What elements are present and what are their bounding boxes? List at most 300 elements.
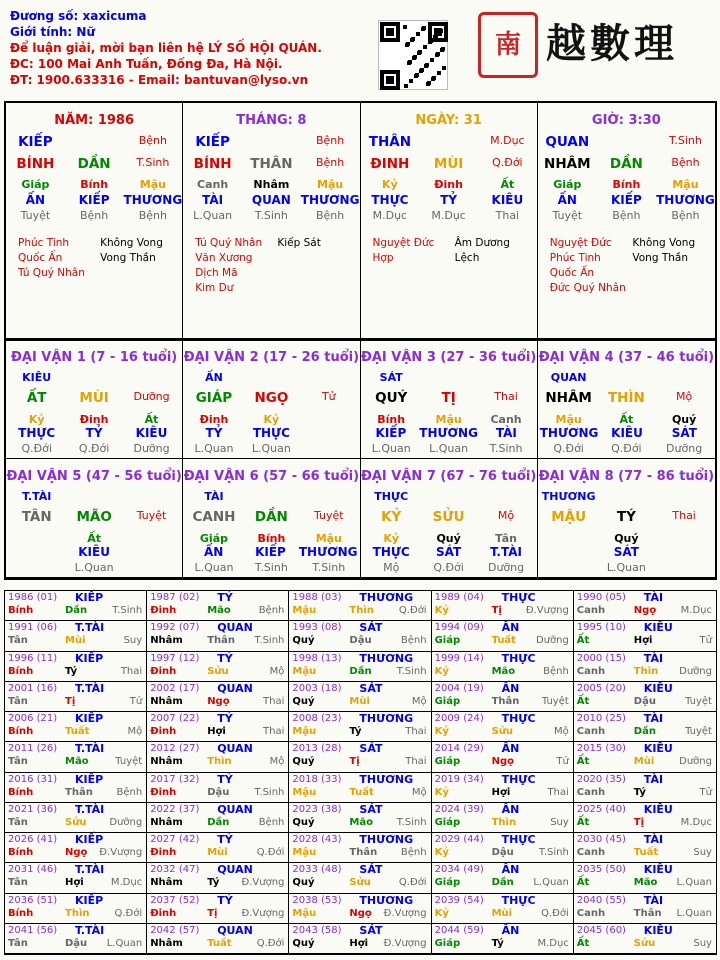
dai-van-star: TÀI	[204, 490, 224, 503]
year-sinh: Tuyệt	[685, 695, 712, 707]
dai-van-thap-item: KIÊU	[78, 545, 110, 559]
year-thap-than: TÀI	[643, 712, 664, 725]
dai-van-mid-item: NHÂM	[545, 390, 592, 406]
year-sinh: Suy	[123, 635, 143, 647]
year-chi: Mùi	[633, 756, 655, 768]
year-can: Mậu	[292, 605, 317, 616]
year-sinh: M.Dục	[110, 877, 143, 889]
star-left-item: Dịch Mã	[195, 267, 238, 279]
pillar-mid-item: Q.Đới	[492, 156, 523, 169]
year-sinh: T.Sinh	[254, 635, 285, 647]
pillar-cell	[538, 103, 715, 339]
year-label: 1996 (11)	[8, 652, 58, 664]
dai-van-sinh-item	[8, 561, 65, 574]
year-chi: Ngọ	[207, 695, 230, 707]
qr-module	[411, 37, 415, 41]
pillar-top-item: THÂN	[368, 134, 411, 150]
pillar-mid-item: NHÂM	[544, 156, 591, 172]
qr-module	[430, 58, 434, 62]
spacer	[65, 490, 122, 503]
year-cell	[574, 742, 716, 772]
year-thap-than: ẤN	[501, 621, 520, 635]
year-sinh: Đ.Vượng	[241, 877, 285, 889]
year-cell	[289, 894, 431, 924]
spacer	[300, 371, 357, 384]
pillar-row-sinh	[538, 209, 715, 222]
year-cell	[147, 652, 289, 682]
star-right-item: Vong Thần	[100, 252, 156, 264]
year-sinh: Mộ	[269, 756, 285, 768]
dai-van-sinh-item: L.Quan	[251, 442, 291, 455]
year-label: 2044 (59)	[434, 924, 484, 936]
dai-van-cell	[361, 459, 538, 578]
pillar-thap-item: KIÊU	[491, 193, 524, 207]
qr-module	[427, 81, 431, 85]
pillar-sinh-item: Tuyệt	[552, 209, 583, 222]
year-can: Ất	[576, 937, 590, 949]
year-thap-than: SÁT	[359, 742, 383, 756]
pillar-thap-item: QUAN	[251, 193, 291, 207]
year-thap-than: TỶ	[217, 591, 233, 604]
dai-van-cell	[538, 340, 715, 459]
year-label: 2003 (18)	[292, 682, 342, 694]
year-thap-than: QUAN	[217, 621, 253, 635]
year-can: Tân	[8, 937, 28, 949]
spacer	[65, 371, 122, 384]
pillar-cell	[6, 103, 183, 339]
spacer	[477, 490, 534, 503]
year-sinh: Q.Đới	[256, 937, 285, 949]
pillar-mid-item: DẦN	[77, 156, 111, 172]
year-label: 2021 (36)	[8, 803, 58, 815]
dai-van-thap-item: KIẾP	[375, 426, 407, 440]
year-chi: Thân	[65, 786, 93, 798]
year-can: Kỷ	[434, 665, 449, 677]
year-can: Canh	[576, 665, 606, 677]
year-cell	[289, 742, 431, 772]
dai-van-sinh-item: Q.Đới	[433, 561, 464, 574]
year-chi: Mão	[349, 816, 373, 828]
year-thap-than: SÁT	[359, 923, 383, 937]
year-can: Tân	[8, 695, 28, 707]
year-sinh: Bệnh	[258, 605, 285, 616]
year-cell	[147, 591, 289, 621]
pillar-sinh-item: M.Dục	[372, 209, 408, 222]
dai-van-thap-row	[183, 426, 359, 440]
year-label: 1986 (01)	[8, 592, 58, 603]
spacer	[477, 371, 534, 384]
dai-van-sinh-row	[361, 442, 537, 455]
year-sinh: Mộ	[411, 695, 427, 707]
gioi-tinh-label: Giới tính:	[10, 25, 73, 39]
dai-van-thap-item: SÁT	[613, 545, 639, 559]
dai-van-sinh-item: L.Quan	[429, 442, 469, 455]
pillar-top-item: M.Dục	[490, 134, 525, 147]
year-label: 1991 (06)	[8, 622, 58, 634]
year-cell	[574, 773, 716, 803]
dai-van-title: ĐẠI VẬN 7 (67 - 76 tuổi)	[360, 469, 537, 484]
year-thap-than: TỶ	[217, 893, 233, 907]
pillar-can-item: Bính	[80, 178, 109, 191]
header-info	[10, 8, 322, 88]
star-left-item: Văn Xương	[195, 252, 253, 264]
pillar-top-item	[597, 134, 656, 150]
year-thap-than: KIẾP	[75, 591, 104, 604]
year-sinh: T.Sinh	[254, 786, 285, 798]
year-label: 2020 (35)	[576, 773, 626, 785]
year-chi: Hợi	[349, 937, 369, 949]
year-sinh: L.Quan	[106, 937, 143, 949]
pillar-cell	[183, 103, 360, 339]
year-sinh: M.Dục	[537, 937, 569, 949]
dai-van-mid-item: Mộ	[676, 390, 693, 403]
year-label: 2042 (57)	[150, 924, 200, 936]
stars-left	[373, 236, 455, 266]
year-cell	[289, 682, 431, 712]
pillar-title: NĂM: 1986	[54, 113, 135, 128]
year-label: 2038 (53)	[292, 894, 342, 906]
dai-van-title: ĐẠI VẬN 4 (37 - 46 tuổi)	[538, 350, 715, 365]
year-cell	[147, 924, 289, 954]
year-cell	[5, 803, 147, 833]
pillar-row-sinh	[361, 209, 537, 222]
star-left-item: Phúc Tinh	[18, 237, 70, 249]
year-sinh: L.Quan	[676, 907, 712, 919]
pillar-row-mid	[538, 156, 715, 172]
pillar-sinh-item: Bệnh	[671, 209, 700, 222]
year-label: 2009 (24)	[434, 713, 484, 724]
dai-van-star: KIÊU	[22, 371, 52, 384]
year-thap-than: KIẾP	[75, 651, 104, 665]
pillar-row-sinh	[183, 209, 359, 222]
pillar-can-item: Bính	[612, 178, 641, 191]
year-chi: Ngọ	[633, 605, 657, 616]
dai-van-sinh-item: L.Quan	[371, 442, 411, 455]
year-thap-than: THƯƠNG	[359, 651, 414, 665]
year-sinh: Suy	[693, 937, 712, 949]
year-thap-than: KIÊU	[643, 802, 673, 816]
stars-right	[455, 236, 537, 266]
dai-van-sinh-item: L.Quan	[606, 561, 646, 574]
year-label: 2035 (50)	[576, 864, 626, 876]
dai-van-cell	[6, 340, 183, 459]
dai-van-thap-item: ẤN	[203, 545, 224, 559]
year-sinh: Thai	[263, 695, 285, 707]
year-chi: Mùi	[349, 695, 370, 707]
qr-module	[404, 84, 408, 88]
pillar-top-item: KIẾP	[195, 134, 230, 150]
dai-van-can-item	[8, 532, 65, 545]
qr-module	[408, 60, 412, 64]
year-thap-than: SÁT	[359, 802, 383, 816]
dai-van-star-row	[183, 371, 359, 384]
qr-module	[403, 25, 407, 29]
dai-van-mid-row	[183, 390, 359, 406]
year-cell	[5, 591, 147, 621]
year-can: Quý	[292, 756, 315, 768]
dai-van-mid-row	[6, 390, 182, 406]
qr-module	[413, 55, 417, 59]
year-can: Ất	[576, 756, 590, 768]
dai-van-thap-item: THƯƠNG	[298, 545, 358, 559]
year-can: Nhâm	[150, 937, 183, 949]
year-chi: Mão	[207, 605, 231, 616]
dai-van-can-item: Kỷ	[383, 532, 400, 545]
year-sinh: Dưỡng	[679, 756, 712, 768]
dai-van-can-item: Đinh	[199, 413, 229, 426]
year-chi: Tị	[65, 695, 76, 707]
year-cell	[432, 803, 574, 833]
star-left-item: Kim Dư	[195, 282, 234, 294]
dai-van-can-item: Mậu	[555, 413, 582, 426]
year-chi: Sửu	[349, 877, 371, 889]
year-sinh: Tử	[699, 635, 712, 647]
year-cell	[5, 924, 147, 954]
pillar-title: NGÀY: 31	[415, 113, 482, 128]
dai-van-can-row	[183, 532, 359, 545]
year-label: 2022 (37)	[150, 803, 200, 815]
year-label: 2043 (58)	[292, 924, 342, 936]
star-right-item: Không Vong	[100, 237, 163, 249]
dai-van-sinh-item	[655, 561, 713, 574]
dai-van-sinh-item: Mộ	[383, 561, 400, 574]
pillar-top-item: Bệnh	[315, 134, 345, 147]
year-thap-than: KIÊU	[643, 923, 673, 937]
year-can: Quý	[292, 937, 315, 949]
qr-module	[420, 68, 424, 72]
pillar-top-item	[242, 134, 301, 150]
pillar-thap-item: TÀI	[202, 193, 224, 207]
year-can: Bính	[8, 665, 34, 677]
pillar-row-thap	[538, 193, 715, 207]
year-can: Ất	[576, 816, 590, 828]
logo-text: 越數理	[546, 20, 678, 67]
year-chi: Sửu	[207, 665, 229, 677]
year-can: Mậu	[292, 665, 317, 677]
qr-finder-core	[386, 76, 394, 84]
pillar-can-item: Mậu	[672, 178, 699, 191]
qr-module	[441, 47, 445, 51]
year-thap-than: KIÊU	[643, 621, 673, 635]
qr-module	[432, 76, 436, 80]
year-chi: Tuất	[633, 847, 659, 858]
dai-van-sinh-item: Q.Đới	[611, 442, 642, 455]
qr-module	[422, 26, 426, 30]
year-label: 1988 (03)	[292, 592, 342, 603]
year-chi: Tý	[491, 937, 504, 949]
year-label: 2014 (29)	[434, 743, 484, 755]
year-thap-than: KIẾP	[75, 712, 104, 725]
year-can: Bính	[8, 726, 34, 737]
year-thap-than: QUAN	[217, 802, 253, 816]
pillar-can-item: Giáp	[21, 178, 50, 191]
qr-module	[437, 71, 441, 75]
year-sinh: Q.Đới	[541, 907, 569, 919]
year-thap-than: THƯƠNG	[359, 833, 414, 846]
year-thap-than: SÁT	[359, 863, 383, 877]
year-chi: Dậu	[349, 635, 372, 647]
year-sinh: Tuyệt	[685, 726, 712, 737]
star-right-item: Không Vong	[632, 237, 696, 249]
year-cell	[5, 742, 147, 772]
dai-van-star: ẤN	[205, 371, 223, 384]
year-can: Tân	[8, 816, 28, 828]
spacer	[243, 371, 300, 384]
dai-van-sinh-item	[540, 561, 598, 574]
pillar-top-item: QUAN	[545, 134, 590, 150]
pillar-stars	[538, 236, 715, 296]
year-chi: Dậu	[65, 937, 88, 949]
pillar-top-item: KIẾP	[18, 134, 53, 150]
year-cell	[289, 773, 431, 803]
year-can: Tân	[8, 877, 28, 889]
year-chi: Ngọ	[65, 847, 88, 858]
dai-van-can-item: Bính	[377, 413, 406, 426]
dai-van-thap-row	[538, 545, 715, 559]
dai-van-mid-item: TÂN	[21, 509, 52, 525]
year-chi: Tị	[633, 816, 645, 828]
year-cell	[574, 833, 716, 863]
dai-van-star: T.TÀI	[22, 490, 52, 503]
year-thap-than: THƯƠNG	[359, 591, 414, 604]
year-cell	[432, 621, 574, 651]
year-label: 2012 (27)	[150, 743, 200, 755]
spacer	[243, 490, 300, 503]
year-thap-than: SÁT	[359, 621, 383, 635]
spacer	[123, 490, 180, 503]
year-chi: Sửu	[491, 726, 514, 737]
year-grid	[4, 590, 717, 955]
year-can: Giáp	[434, 635, 461, 647]
dai-van-sinh-row	[361, 561, 537, 574]
year-can: Quý	[292, 877, 315, 889]
pillar-row-mid	[6, 156, 182, 172]
dai-van-cell	[6, 459, 183, 578]
year-can: Giáp	[434, 937, 461, 949]
year-label: 1999 (14)	[434, 652, 484, 664]
pillar-row-thap	[6, 193, 182, 207]
year-sinh: Tử	[699, 786, 712, 798]
dai-van-can-row	[6, 413, 182, 426]
year-can: Đinh	[150, 726, 177, 737]
dai-van-can-row	[6, 532, 182, 545]
star-right-item: Vong Thần	[632, 252, 688, 264]
year-sinh: L.Quan	[676, 877, 712, 889]
year-cell	[574, 591, 716, 621]
year-thap-than: KIẾP	[75, 833, 104, 846]
year-can: Canh	[576, 726, 606, 737]
dai-van-cell	[361, 340, 538, 459]
year-label: 2008 (23)	[292, 713, 342, 724]
year-label: 2025 (40)	[576, 803, 626, 815]
dai-van-thap-item: SÁT	[671, 426, 697, 440]
year-thap-than: THỰC	[501, 893, 536, 907]
pillar-row-top	[538, 134, 715, 150]
pillar-mid-item: THÂN	[250, 156, 293, 172]
year-thap-than: ẤN	[501, 863, 520, 877]
year-thap-than: THỰC	[501, 591, 536, 604]
dai-van-sinh-item	[123, 561, 180, 574]
year-chi: Thìn	[207, 756, 232, 768]
dai-van-thap-row	[361, 545, 537, 559]
dai-van-sinh-row	[183, 442, 359, 455]
stars-right	[632, 236, 715, 296]
dai-van-thap-item	[655, 545, 713, 559]
star-right-item: Âm Dương Lệch	[454, 237, 510, 264]
dai-van-star-row	[538, 371, 715, 384]
star-left-item: Tú Quý Nhân	[195, 237, 263, 249]
year-sinh: Bệnh	[543, 665, 569, 677]
year-sinh: Thai	[405, 726, 427, 737]
pillar-thap-item: THƯƠNG	[123, 193, 183, 207]
dai-van-thap-item: THỰC	[252, 426, 290, 440]
year-cell	[289, 833, 431, 863]
pillar-can-item: Mậu	[139, 178, 166, 191]
year-label: 2036 (51)	[8, 894, 58, 906]
dai-van-sinh-item: Dưỡng	[487, 561, 525, 574]
star-left-item: Nguyệt Đức	[549, 237, 612, 249]
year-can: Ất	[576, 877, 590, 889]
year-label: 2011 (26)	[8, 743, 58, 755]
year-chi: Thìn	[65, 907, 90, 919]
dai-van-can-item: Quý	[671, 413, 697, 426]
year-sinh: Bệnh	[116, 786, 143, 798]
year-cell	[5, 863, 147, 893]
year-sinh: Đ.Vượng	[99, 847, 143, 858]
pillar-row-top	[183, 134, 359, 150]
year-chi: Tý	[207, 877, 220, 889]
pillar-title: GIỜ: 3:30	[591, 113, 661, 128]
year-label: 2001 (16)	[8, 682, 58, 694]
year-sinh: Mộ	[411, 786, 427, 798]
qr-module	[436, 52, 440, 56]
year-chi: Dần	[491, 877, 514, 889]
contact-line: Để luận giải, mời bạn liên hệ LÝ SỐ HỘI QUÁN.	[10, 41, 322, 55]
year-label: 2031 (46)	[8, 864, 58, 876]
year-cell	[289, 591, 431, 621]
year-cell	[5, 682, 147, 712]
year-label: 2006 (21)	[8, 713, 58, 724]
pillar-sinh-item: Bệnh	[79, 209, 109, 222]
star-left-item: Đức Quý Nhân	[549, 282, 626, 294]
pillar-row-top	[361, 134, 537, 150]
dai-van-mid-row	[538, 390, 715, 406]
year-label: 1993 (08)	[292, 622, 342, 634]
year-label: 2040 (55)	[576, 894, 626, 906]
year-cell	[289, 712, 431, 742]
star-right-item: Kiếp Sát	[277, 237, 321, 249]
pillar-thap-item: ẤN	[557, 193, 577, 207]
year-cell	[5, 712, 147, 742]
year-cell	[432, 894, 574, 924]
pillar-top-item	[419, 134, 478, 150]
year-label: 1995 (10)	[576, 622, 626, 634]
year-thap-than: THỰC	[501, 712, 536, 725]
year-label: 2010 (25)	[576, 713, 626, 724]
year-chi: Thìn	[349, 605, 374, 616]
dai-van-mid-row	[361, 509, 537, 525]
dai-van-mid-item: Tuyệt	[313, 509, 344, 522]
dai-van-sinh-item: Dưỡng	[666, 442, 703, 455]
dai-van-thap-item	[540, 545, 598, 559]
year-thap-than: TÀI	[643, 651, 664, 665]
year-can: Nhâm	[150, 816, 183, 828]
year-can: Nhâm	[150, 695, 183, 707]
dai-van-sinh-item	[300, 442, 357, 455]
dai-van-sinh-row	[183, 561, 359, 574]
gioi-tinh-value: Nữ	[76, 25, 96, 39]
year-thap-than: KIẾP	[75, 893, 104, 907]
